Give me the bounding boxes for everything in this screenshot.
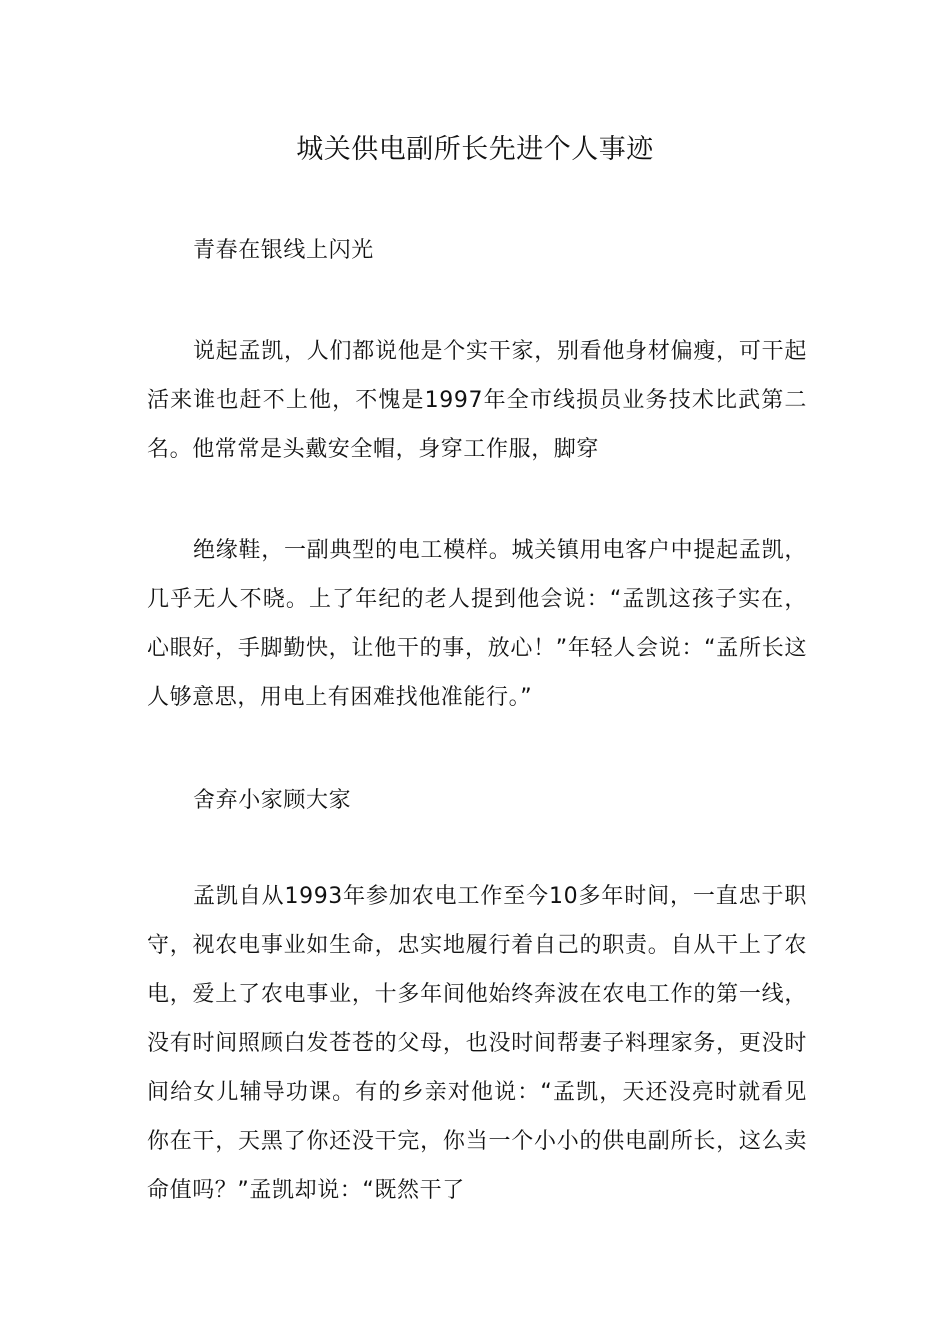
paragraph-intro: 说起孟凯，人们都说他是个实干家，别看他身材偏瘦，可干起活来谁也赶不上他，不愧是1997年全市线损员业务技术比武第二名。他常常是头戴安全帽，身穿工作服，脚穿 bbox=[147, 339, 807, 462]
paragraph-reputation: 绝缘鞋，一副典型的电工模样。城关镇用电客户中提起孟凯，几乎无人不晓。上了年纪的老人提到他会说：“孟凯这孩子实在，心眼好，手脚勤快，让他干的事，放心！”年轻人会说：“孟所长这人够意思，用电上有困难找他准能行。” bbox=[147, 538, 807, 710]
section-heading-sacrifice: 舍弃小家顾大家 bbox=[193, 788, 352, 813]
section-heading-youth: 青春在银线上闪光 bbox=[193, 238, 374, 263]
document-title: 城关供电副所长先进个人事迹 bbox=[296, 134, 654, 165]
paragraph-dedication: 孟凯自从1993年参加农电工作至今10多年时间，一直忠于职守，视农电事业如生命，忠实地履行着自己的职责。自从干上了农电，爱上了农电事业，十多年间他始终奔波在农电工作的第一线，没有时间照顾白发苍苍的父母，也没时间帮妻子料理家务，更没时间给女儿辅导功课。有的乡亲对他说：“孟凯，天还没亮时就看见你在干，天黑了你还没干完，你当一个小小的供电副所长，这么卖命值吗？”孟凯却说：“既然干了 bbox=[147, 884, 807, 1203]
